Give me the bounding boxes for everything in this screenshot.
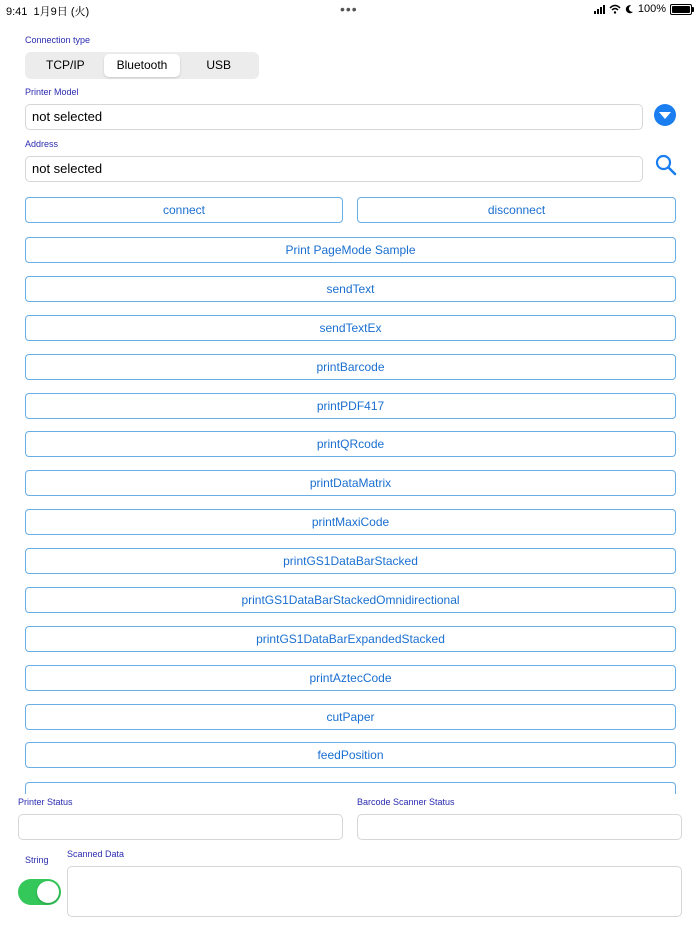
status-indicators: [594, 3, 692, 15]
string-toggle-label: String: [25, 855, 49, 865]
segment-bluetooth[interactable]: Bluetooth: [104, 54, 181, 77]
print-aztec-code-button[interactable]: printAztecCode: [25, 665, 676, 691]
connection-type-segmented-control: [25, 52, 259, 79]
send-text-ex-button[interactable]: sendTextEx: [25, 315, 676, 341]
print-maxicode-button[interactable]: printMaxiCode: [25, 509, 676, 535]
print-gs1-databar-expanded-stacked-button[interactable]: printGS1DataBarExpandedStacked: [25, 626, 676, 652]
printer-model-label: Printer Model: [25, 87, 79, 97]
address-field[interactable]: not selected: [25, 156, 643, 182]
cellular-signal-icon: [594, 5, 605, 14]
connection-type-label: Connection type: [25, 35, 91, 45]
cut-paper-button[interactable]: cutPaper: [25, 704, 676, 730]
disconnect-button[interactable]: disconnect: [357, 197, 676, 223]
barcode-scanner-status-label: Barcode Scanner Status: [357, 797, 455, 807]
chevron-down-circle-icon[interactable]: [654, 104, 676, 126]
clock-text: 9:41: [6, 6, 28, 18]
next-button-partial[interactable]: [25, 782, 676, 794]
barcode-scanner-status-field: [357, 814, 682, 840]
moon-icon: [625, 4, 634, 14]
printer-status-label: Printer Status: [18, 797, 73, 807]
address-label: Address: [25, 139, 59, 149]
battery-percent: 100%: [637, 3, 666, 15]
scanned-data-textarea[interactable]: [67, 866, 682, 917]
status-bar: [0, 0, 700, 20]
connect-button[interactable]: connect: [25, 197, 343, 223]
print-barcode-button[interactable]: printBarcode: [25, 354, 676, 380]
print-pdf417-button[interactable]: printPDF417: [25, 393, 676, 419]
date-text: 1月9日 (火): [33, 6, 90, 18]
feed-position-button[interactable]: feedPosition: [25, 742, 676, 768]
status-time: [6, 3, 89, 19]
printer-model-field[interactable]: not selected: [25, 104, 643, 130]
battery-icon: [670, 4, 692, 15]
send-text-button[interactable]: sendText: [25, 276, 676, 302]
wifi-icon: [609, 4, 621, 14]
print-datamatrix-button[interactable]: printDataMatrix: [25, 470, 676, 496]
search-icon[interactable]: [654, 153, 678, 177]
print-pagemode-sample-button[interactable]: Print PageMode Sample: [25, 237, 676, 263]
print-gs1-databar-stacked-button[interactable]: printGS1DataBarStacked: [25, 548, 676, 574]
multitasking-dots-icon[interactable]: •••: [340, 1, 358, 17]
print-gs1-databar-stacked-omni-button[interactable]: printGS1DataBarStackedOmnidirectional: [25, 587, 676, 613]
segment-usb[interactable]: USB: [206, 58, 232, 72]
segment-tcpip[interactable]: TCP/IP: [46, 58, 85, 72]
string-toggle-switch[interactable]: [18, 879, 61, 905]
print-qrcode-button[interactable]: printQRcode: [25, 431, 676, 457]
printer-status-field: [18, 814, 343, 840]
scanned-data-label: Scanned Data: [67, 849, 125, 859]
